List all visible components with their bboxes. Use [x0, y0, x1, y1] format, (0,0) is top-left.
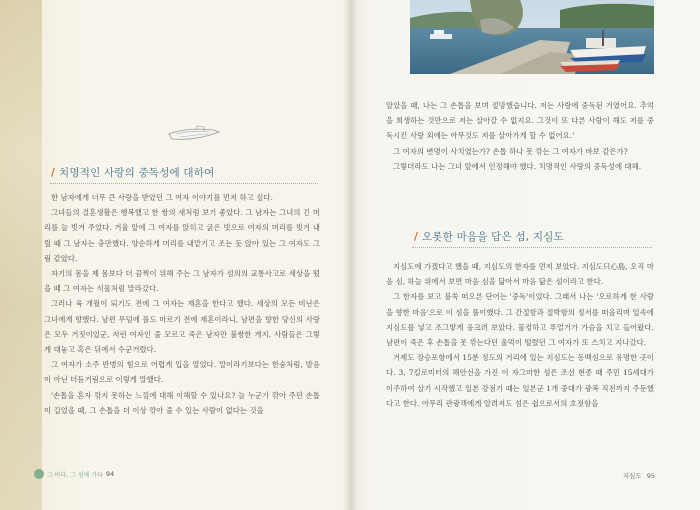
footer-dot-icon [34, 469, 44, 479]
paragraph: 거제도 장승포항에서 15분 정도의 거리에 있는 지심도는 동백섬으로 유명한 곳이다. 3, 7킬로미터의 해안선을 가진 이 자그마한 섬은 조선 현종 때 주민 15세대가 이주하여 살기 시작했고 일본 강점기 때는 일본군 1개 중대가 광복 직전까지 주둔했다고 한다. 아무리 관광객에게 알려져도 섬은 쉽으로서의 호젓함을 [386, 353, 654, 408]
heading-slash-mark: / [51, 167, 56, 179]
left-footer [34, 469, 114, 479]
right-page [350, 0, 700, 510]
paragraph: 알았을 때, 나는 그 손톱을 보며 절망했습니다. 저는 사랑에 중독된 거였어요. 추억을 희생하는 것만으로 저는 살아갈 수 없지요. 그것이 또 다른 사람이 해도 저를 중독시킨 사랑 외에는 아무것도 저를 살아가게 할 수 없어요.' [386, 101, 654, 141]
paragraph: 그 여자의 변명이 사치였는가? 손톱 하나 못 깎는 그 여자가 바보 같은가? [393, 146, 628, 156]
right-body-text [386, 259, 654, 411]
paragraph: '손톱을 혼자 깎지 못하는 느낌에 대해 이해할 수 있나요? 늘 누군가 깎아 주던 손톱이 길었을 때, 그 손톱을 더 이상 깎아 줄 수 있는 사람이 없다는 것을 [44, 390, 320, 415]
section-heading-right [414, 229, 564, 244]
paragraph: 그러나 육 개월이 되기도 전에 그 여자는 재혼을 한다고 했다. 세상의 모든 비난은 그녀에게 향했다. 남편 무덤에 풀도 마르기 전에 재혼이라니, 남편을 향한 당신의 사랑은 모두 거짓이었군, 저런 여자인 줄 모르고 죽은 남자만 불쌍한 게지. 사람들은 그렇게 대놓고 혹은 뒤에서 수군거렸다. [44, 299, 320, 355]
heading-slash-mark: / [414, 231, 419, 243]
heading-divider [412, 247, 652, 248]
section-heading-left [51, 165, 214, 180]
paragraph: 한 남자에게 너무 큰 사랑을 받았던 그 여자 이야기를 먼저 하고 싶다. [51, 193, 274, 202]
paragraph: 그녀들의 결혼생활은 행복했고 한 쌍의 새처럼 보기 좋았다. 그 남자는 그녀의 긴 머리를 늘 빗겨 주었다. 거울 앞에 그 여자를 앉히고 굵은 빗으로 여자의 머리를 빗겨 내릴 때 그 남자는 충만했다. 양순하게 머리를 내맡기고 조는 듯 앉아 있는 그 여자도 그림 같았다. [44, 208, 320, 263]
footer-label: 그 바다, 그 섬에 가다 [47, 471, 103, 479]
paragraph: 그 한자를 보고 불쑥 떠오른 단어는 '중독'이었다. 그래서 나는 '오로하게 한 사람을 향한 마음'으로 이 섬을 풀이했다. 그 간절함과 절박함의 정서를 떠올리며 일속에 지심도를 넣고 조그맣게 웅크려 보았다. 물컹하고 푸얼거가 가슴을 치고 들어왔다. 남편이 죽은 후 손톱을 못 깎는다던 울먹이 떨렸던 그 여자가 또 스치고 지나갔다. [386, 292, 654, 348]
page-number: 94 [105, 470, 115, 478]
paragraph: 그렇더라도 나는 그녀 앞에서 인정해야 했다. 치명적인 사랑의 중독성에 대해. [393, 161, 642, 171]
page-number: 95 [646, 472, 655, 480]
paragraph: 자기의 몸을 제 몸보다 더 끔찍이 위해 주는 그 남자가 섬의의 교통사고로 세상을 떴을 때 그 여자는 식물처럼 말라갔다. [44, 269, 320, 294]
right-footer [623, 471, 655, 480]
right-continuation-text [386, 98, 654, 174]
paragraph: 그 여자가 소주 반병의 힘으로 어렵게 입을 열었다. 말이라기보다는 한숨처럼, 발음이 아닌 더듬거림으로 이렇게 말했다. [44, 360, 320, 385]
paragraph: 지심도에 가겠다고 했을 때, 지심도의 한자를 먼저 보았다. 지심도只心島, 오직 마음 심, 하늘 위에서 보면 마음 심을 닮아서 마음 닮은 섬이라고 한다. [386, 262, 654, 287]
heading-divider [50, 183, 318, 184]
harbor-photo [410, 0, 654, 74]
left-body-text [44, 190, 320, 418]
book-gutter [343, 0, 357, 510]
footer-label: 지심도 [622, 472, 642, 480]
page-edge-texture [0, 0, 42, 510]
heading-text: 오롯한 마음을 담은 섬, 지심도 [422, 231, 564, 243]
heading-text: 치명적인 사랑의 중독성에 대하여 [59, 167, 215, 179]
boat-sketch-icon [166, 124, 222, 150]
